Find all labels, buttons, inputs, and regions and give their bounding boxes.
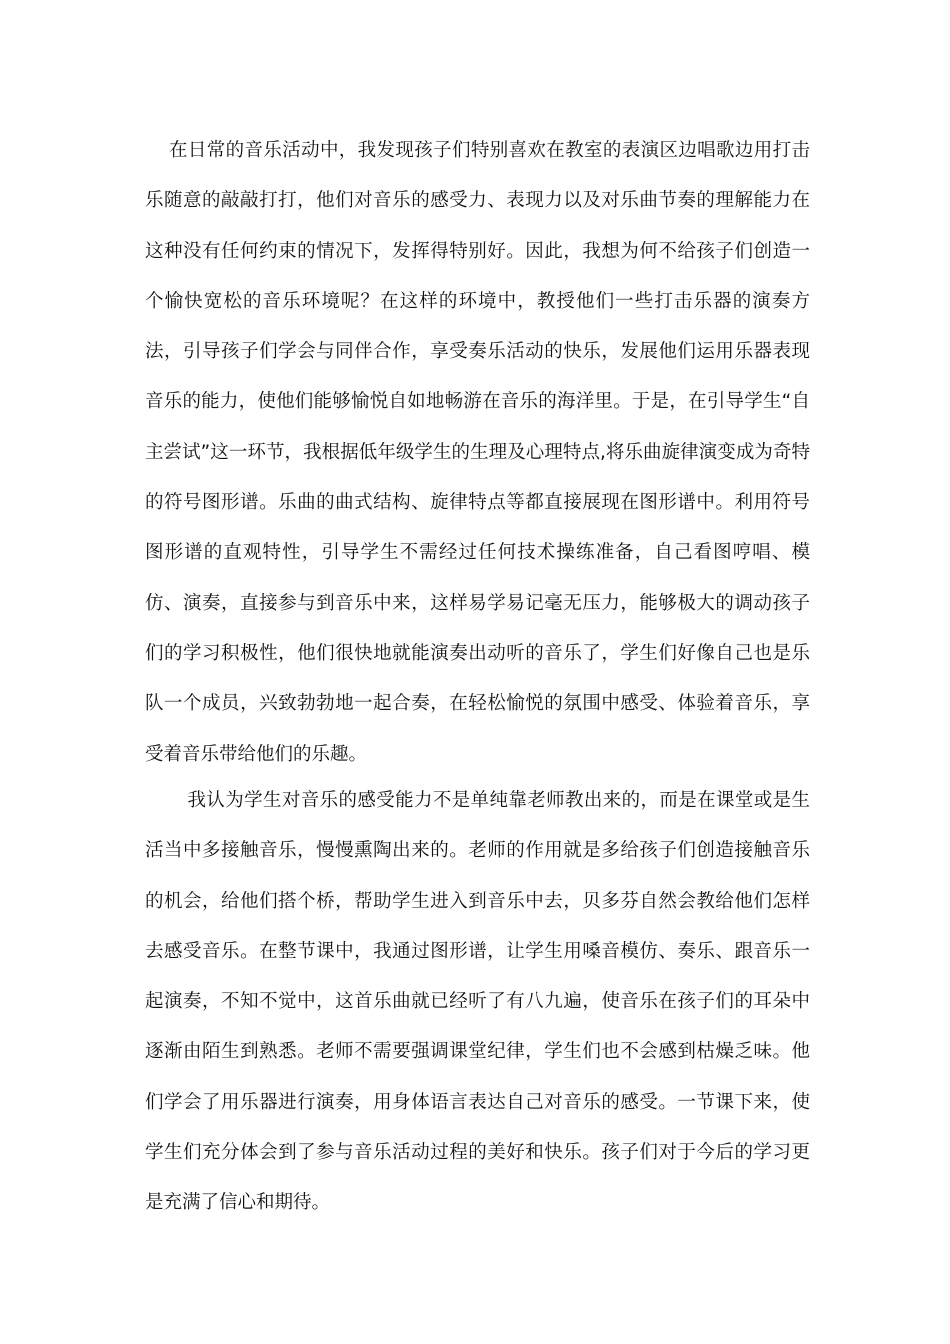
paragraph-2: 我认为学生对音乐的感受能力不是单纯靠老师教出来的，而是在课堂或是生活当中多接触音乐，慢慢熏陶出来的。老师的作用就是多给孩子们创造接触音乐的机会，给他们搭个桥，帮助学生进入到音乐中去，贝多芬自然会教给他们怎样去感受音乐。在整节课中，我通过图形谱，让学生用嗓音模仿、奏乐、跟音乐一起演奏，不知不觉中，这首乐曲就已经听了有八九遍，使音乐在孩子们的耳朵中逐渐由陌生到熟悉。老师不需要强调课堂纪律，学生们也不会感到枯燥乏味。他们学会了用乐器进行演奏，用身体语言表达自己对音乐的感受。一节课下来，使学生们充分体会到了参与音乐活动过程的美好和快乐。孩子们对于今后的学习更是充满了信心和期待。 xyxy=(145,790,810,1214)
paragraph-1: 在日常的音乐活动中，我发现孩子们特别喜欢在教室的表演区边唱歌边用打击乐随意的敲敲打打，他们对音乐的感受力、表现力以及对乐曲节奏的理解能力在这种没有任何约束的情况下，发挥得特别好。因此，我想为何不给孩子们创造一个愉快宽松的音乐环境呢？在这样的环境中，教授他们一些打击乐器的演奏方法，引导孩子们学会与同伴合作，享受奏乐活动的快乐，发展他们运用乐器表现音乐的能力，使他们能够愉悦自如地畅游在音乐的海洋里。于是，在引导学生“自主尝试”这一环节，我根据低年级学生的生理及心理特点,将乐曲旋律演变成为奇特的符号图形谱。乐曲的曲式结构、旋律特点等都直接展现在图形谱中。利用符号图形谱的直观特性，引导学生不需经过任何技术操练准备，自己看图哼唱、模仿、演奏，直接参与到音乐中来，这样易学易记毫无压力，能够极大的调动孩子们的学习积极性，他们很快地就能演奏出动听的音乐了，学生们好像自己也是乐队一个成员，兴致勃勃地一起合奏，在轻松愉悦的氛围中感受、体验着音乐，享受着音乐带给他们的乐趣。 xyxy=(145,140,810,765)
